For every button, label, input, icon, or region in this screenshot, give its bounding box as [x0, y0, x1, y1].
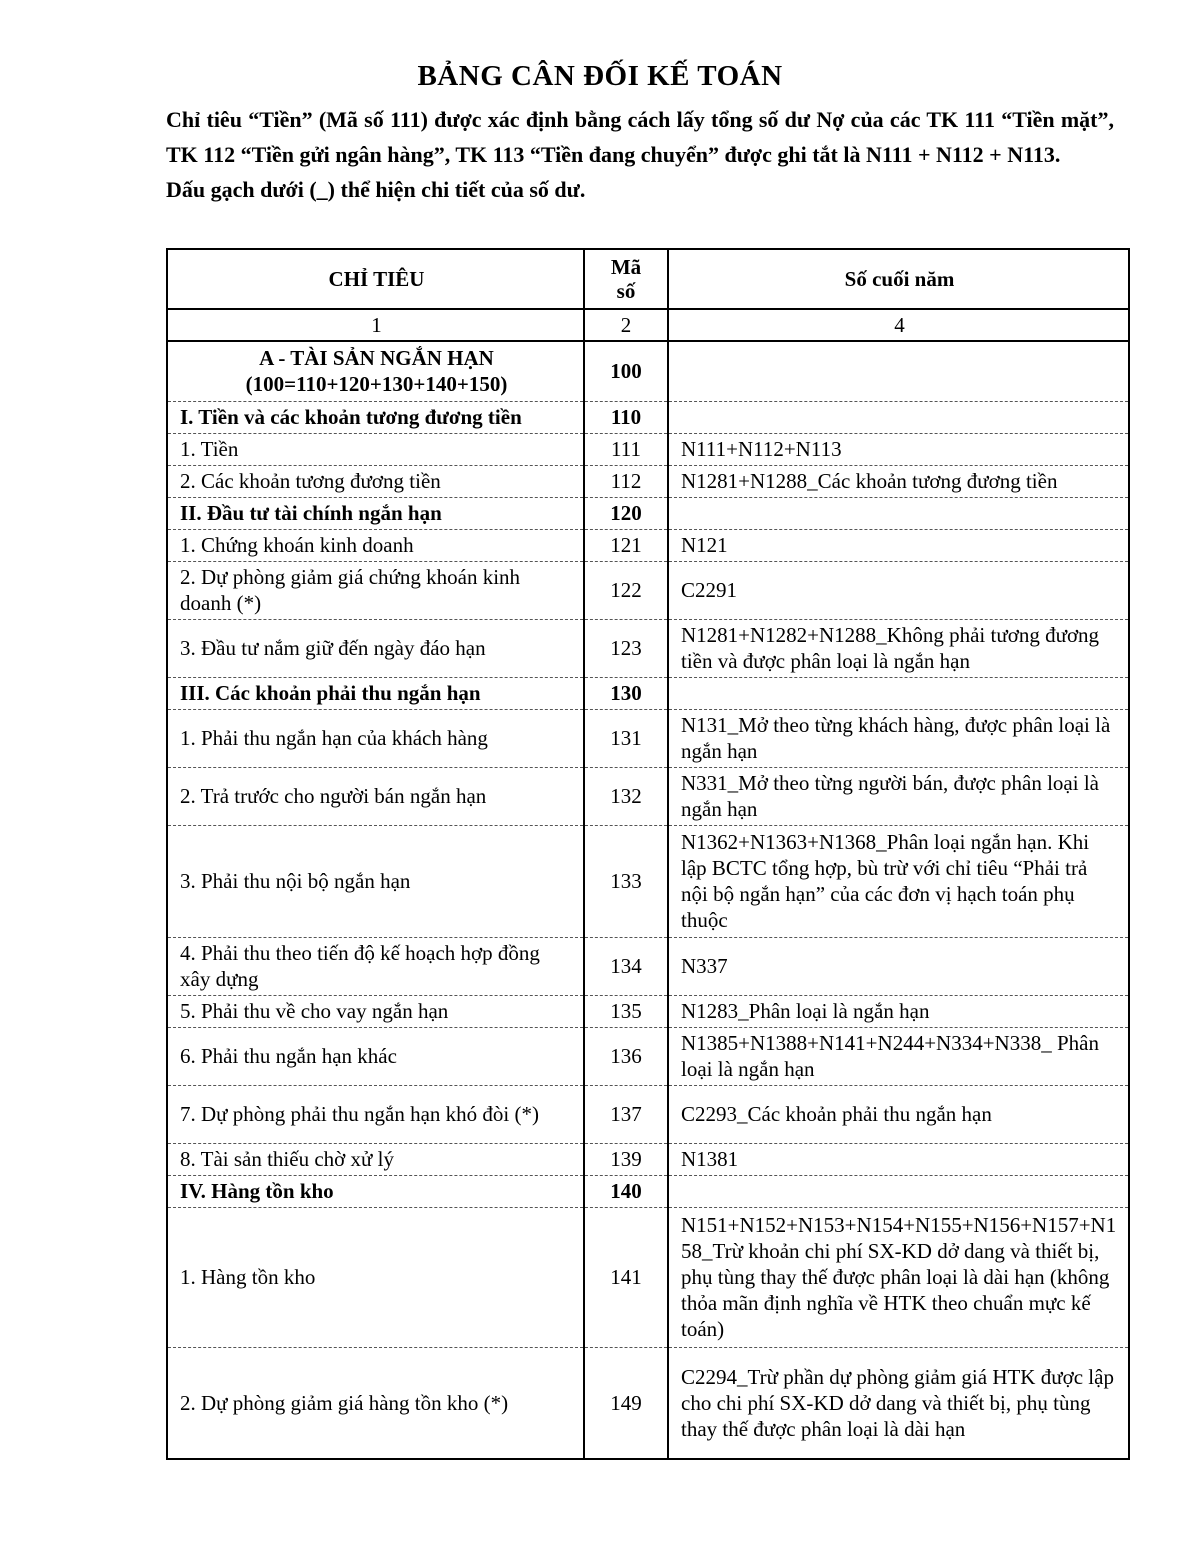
- row-code: 120: [584, 497, 668, 529]
- row-code: 139: [584, 1143, 668, 1175]
- row-label: 8. Tài sản thiếu chờ xử lý: [167, 1143, 584, 1175]
- row-label: 2. Dự phòng giảm giá chứng khoán kinh doanh (*): [167, 561, 584, 619]
- row-value: [668, 677, 1129, 709]
- row-value: N151+N152+N153+N154+N155+N156+N157+N158_Trừ khoản chi phí SX-KD dở dang và thiết bị, phụ tùng thay thế được phân loại là dài hạn (không thỏa mãn định nghĩa về HTK theo chuẩn mực kế toán): [668, 1207, 1129, 1347]
- row-code: 136: [584, 1027, 668, 1085]
- row-label: 7. Dự phòng phải thu ngắn hạn khó đòi (*): [167, 1085, 584, 1143]
- table-row: [167, 995, 1129, 1027]
- table-row: [167, 825, 1129, 937]
- row-label: 2. Các khoản tương đương tiền: [167, 465, 584, 497]
- table-row: [167, 1143, 1129, 1175]
- row-value: N111+N112+N113: [668, 433, 1129, 465]
- table-row: [167, 401, 1129, 433]
- header-ma-so-text: Mã số: [610, 255, 642, 303]
- row-value: N131_Mở theo từng khách hàng, được phân loại là ngắn hạn: [668, 709, 1129, 767]
- table-header-row: [167, 249, 1129, 309]
- row-code: 100: [584, 341, 668, 401]
- balance-sheet-table: [166, 248, 1130, 1460]
- row-label: 4. Phải thu theo tiến độ kế hoạch hợp đồng xây dựng: [167, 937, 584, 995]
- row-code: 141: [584, 1207, 668, 1347]
- row-code: 111: [584, 433, 668, 465]
- column-number-2: 2: [584, 309, 668, 341]
- table-row: [167, 1085, 1129, 1143]
- table-row: [167, 709, 1129, 767]
- table-row: [167, 1027, 1129, 1085]
- row-value: N331_Mở theo từng người bán, được phân loại là ngắn hạn: [668, 767, 1129, 825]
- header-chi-tieu: CHỈ TIÊU: [167, 249, 584, 309]
- row-code: 121: [584, 529, 668, 561]
- row-label: II. Đầu tư tài chính ngắn hạn: [167, 497, 584, 529]
- row-label: III. Các khoản phải thu ngắn hạn: [167, 677, 584, 709]
- row-code: 130: [584, 677, 668, 709]
- table-row: [167, 433, 1129, 465]
- table-row: [167, 1207, 1129, 1347]
- row-value: [668, 401, 1129, 433]
- table-row: [167, 619, 1129, 677]
- table-row: [167, 341, 1129, 401]
- row-code: 131: [584, 709, 668, 767]
- row-code: 137: [584, 1085, 668, 1143]
- row-label: 2. Trả trước cho người bán ngắn hạn: [167, 767, 584, 825]
- row-label: 1. Phải thu ngắn hạn của khách hàng: [167, 709, 584, 767]
- row-value: C2294_Trừ phần dự phòng giảm giá HTK được lập cho chi phí SX-KD dở dang và thiết bị, phụ tùng thay thế được phân loại là dài hạn: [668, 1347, 1129, 1459]
- table-row: [167, 465, 1129, 497]
- row-value: N1281+N1288_Các khoản tương đương tiền: [668, 465, 1129, 497]
- table-row: [167, 561, 1129, 619]
- row-value: C2291: [668, 561, 1129, 619]
- table-row: [167, 1175, 1129, 1207]
- row-value: C2293_Các khoản phải thu ngắn hạn: [668, 1085, 1129, 1143]
- column-number-4: 4: [668, 309, 1129, 341]
- intro-text: [166, 102, 1114, 207]
- column-number-1: 1: [167, 309, 584, 341]
- table-row: [167, 937, 1129, 995]
- header-so-cuoi-nam: Số cuối năm: [668, 249, 1129, 309]
- table-row: [167, 1347, 1129, 1459]
- row-value: N1385+N1388+N141+N244+N334+N338_ Phân loại là ngắn hạn: [668, 1027, 1129, 1085]
- row-value: N337: [668, 937, 1129, 995]
- row-code: 122: [584, 561, 668, 619]
- intro-paragraph-1: Chỉ tiêu “Tiền” (Mã số 111) được xác định bằng cách lấy tổng số dư Nợ của các TK 111 “Tiền mặt”, TK 112 “Tiền gửi ngân hàng”, TK 113 “Tiền đang chuyển” được ghi tắt là N111 + N112 + N113.: [166, 107, 1114, 167]
- table-row: [167, 529, 1129, 561]
- row-label: 6. Phải thu ngắn hạn khác: [167, 1027, 584, 1085]
- table-row: [167, 677, 1129, 709]
- row-code: 135: [584, 995, 668, 1027]
- row-value: N1362+N1363+N1368_Phân loại ngắn hạn. Khi lập BCTC tổng hợp, bù trừ với chỉ tiêu “Phải trả nội bộ ngắn hạn” của các đơn vị hạch toán phụ thuộc: [668, 825, 1129, 937]
- row-value: [668, 1175, 1129, 1207]
- column-number-row: [167, 309, 1129, 341]
- row-label: 1. Hàng tồn kho: [167, 1207, 584, 1347]
- row-value: [668, 341, 1129, 401]
- row-label: 5. Phải thu về cho vay ngắn hạn: [167, 995, 584, 1027]
- intro-paragraph-2: Dấu gạch dưới (_) thể hiện chi tiết của số dư.: [166, 177, 586, 202]
- row-code: 110: [584, 401, 668, 433]
- row-code: 112: [584, 465, 668, 497]
- row-label: 2. Dự phòng giảm giá hàng tồn kho (*): [167, 1347, 584, 1459]
- row-label: 1. Chứng khoán kinh doanh: [167, 529, 584, 561]
- row-code: 133: [584, 825, 668, 937]
- table-row: [167, 767, 1129, 825]
- row-value: N1381: [668, 1143, 1129, 1175]
- header-ma-so: [584, 249, 668, 309]
- row-code: 140: [584, 1175, 668, 1207]
- table-row: [167, 497, 1129, 529]
- row-value: N1283_Phân loại là ngắn hạn: [668, 995, 1129, 1027]
- page-title: BẢNG CÂN ĐỐI KẾ TOÁN: [417, 60, 783, 92]
- row-label: A - TÀI SẢN NGẮN HẠN (100=110+120+130+140+150): [167, 341, 584, 401]
- row-value: [668, 497, 1129, 529]
- row-label: 3. Đầu tư nắm giữ đến ngày đáo hạn: [167, 619, 584, 677]
- row-label: IV. Hàng tồn kho: [167, 1175, 584, 1207]
- row-label: 1. Tiền: [167, 433, 584, 465]
- row-value: N1281+N1282+N1288_Không phải tương đương tiền và được phân loại là ngắn hạn: [668, 619, 1129, 677]
- row-code: 134: [584, 937, 668, 995]
- row-label: I. Tiền và các khoản tương đương tiền: [167, 401, 584, 433]
- row-value: N121: [668, 529, 1129, 561]
- row-code: 123: [584, 619, 668, 677]
- row-label: 3. Phải thu nội bộ ngắn hạn: [167, 825, 584, 937]
- row-code: 132: [584, 767, 668, 825]
- row-code: 149: [584, 1347, 668, 1459]
